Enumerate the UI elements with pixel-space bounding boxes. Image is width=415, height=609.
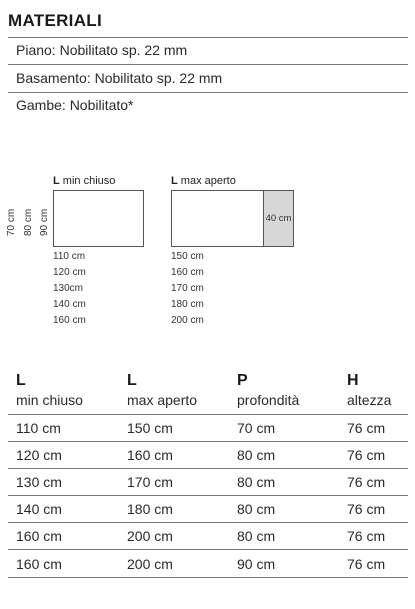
divider xyxy=(8,64,408,65)
height-label-70: 70 cm xyxy=(6,208,17,236)
material-piano: Piano: Nobilitato sp. 22 mm xyxy=(16,42,188,58)
table-cell: 76 cm xyxy=(347,556,386,572)
closed-size: 110 cm xyxy=(53,251,86,262)
table-cell: 76 cm xyxy=(347,501,386,517)
closed-letter: L xyxy=(53,175,60,187)
open-table-shape xyxy=(171,190,294,247)
table-divider xyxy=(8,549,408,550)
closed-size-list xyxy=(53,249,86,329)
header-label-altezza: altezza xyxy=(347,392,392,408)
table-cell: 80 cm xyxy=(237,501,276,517)
table-cell: 80 cm xyxy=(237,528,276,544)
table-cell: 110 cm xyxy=(16,420,61,436)
closed-heading xyxy=(53,175,115,187)
open-size: 180 cm xyxy=(171,299,204,310)
table-cell: 200 cm xyxy=(127,556,173,572)
material-basamento: Basamento: Nobilitato sp. 22 mm xyxy=(16,70,223,86)
extension-leaf: 40 cm xyxy=(263,191,293,246)
table-cell: 150 cm xyxy=(127,420,173,436)
table-divider xyxy=(8,495,408,496)
header-letter-l-max: L xyxy=(127,372,137,389)
table-cell: 130 cm xyxy=(16,474,62,490)
material-gambe: Gambe: Nobilitato* xyxy=(16,97,134,113)
open-letter: L xyxy=(171,175,178,187)
open-label: max aperto xyxy=(180,175,236,187)
table-divider xyxy=(8,414,408,415)
open-size: 150 cm xyxy=(171,251,204,262)
table-cell: 76 cm xyxy=(347,447,386,463)
header-letter-h: H xyxy=(347,372,359,389)
table-cell: 76 cm xyxy=(347,474,386,490)
table-cell: 200 cm xyxy=(127,528,173,544)
divider xyxy=(8,37,408,38)
table-cell: 170 cm xyxy=(127,474,173,490)
open-size: 200 cm xyxy=(171,315,204,326)
height-label-90: 90 cm xyxy=(39,208,50,236)
table-cell: 76 cm xyxy=(347,528,386,544)
table-cell: 140 cm xyxy=(16,501,62,517)
table-cell: 70 cm xyxy=(237,420,276,436)
table-divider xyxy=(8,441,408,442)
open-size-list xyxy=(171,249,204,329)
table-cell: 180 cm xyxy=(127,501,173,517)
header-label-max-aperto: max aperto xyxy=(127,392,198,408)
table-cell: 160 cm xyxy=(16,528,62,544)
table-cell: 160 cm xyxy=(16,556,62,572)
table-cell: 160 cm xyxy=(127,447,173,463)
closed-table-shape xyxy=(53,190,144,247)
table-divider xyxy=(8,522,408,523)
header-label-min-chiuso: min chiuso xyxy=(16,392,83,408)
header-letter-p: P xyxy=(237,372,248,389)
table-cell: 80 cm xyxy=(237,447,276,463)
open-heading xyxy=(171,175,236,187)
closed-size: 120 cm xyxy=(53,267,86,278)
table-cell: 120 cm xyxy=(16,447,62,463)
open-size: 160 cm xyxy=(171,267,204,278)
table-divider xyxy=(8,577,408,578)
divider xyxy=(8,92,408,93)
materials-title: MATERIALI xyxy=(8,11,102,30)
header-letter-l-min: L xyxy=(16,372,26,389)
closed-size: 160 cm xyxy=(53,315,86,326)
table-cell: 80 cm xyxy=(237,474,276,490)
closed-label: min chiuso xyxy=(62,175,116,187)
table-divider xyxy=(8,468,408,469)
closed-size: 130cm xyxy=(53,283,84,294)
height-label-80: 80 cm xyxy=(23,208,34,236)
closed-size: 140 cm xyxy=(53,299,86,310)
header-label-profondita: profondità xyxy=(237,392,300,408)
open-size: 170 cm xyxy=(171,283,204,294)
table-cell: 76 cm xyxy=(347,420,386,436)
table-cell: 90 cm xyxy=(237,556,276,572)
